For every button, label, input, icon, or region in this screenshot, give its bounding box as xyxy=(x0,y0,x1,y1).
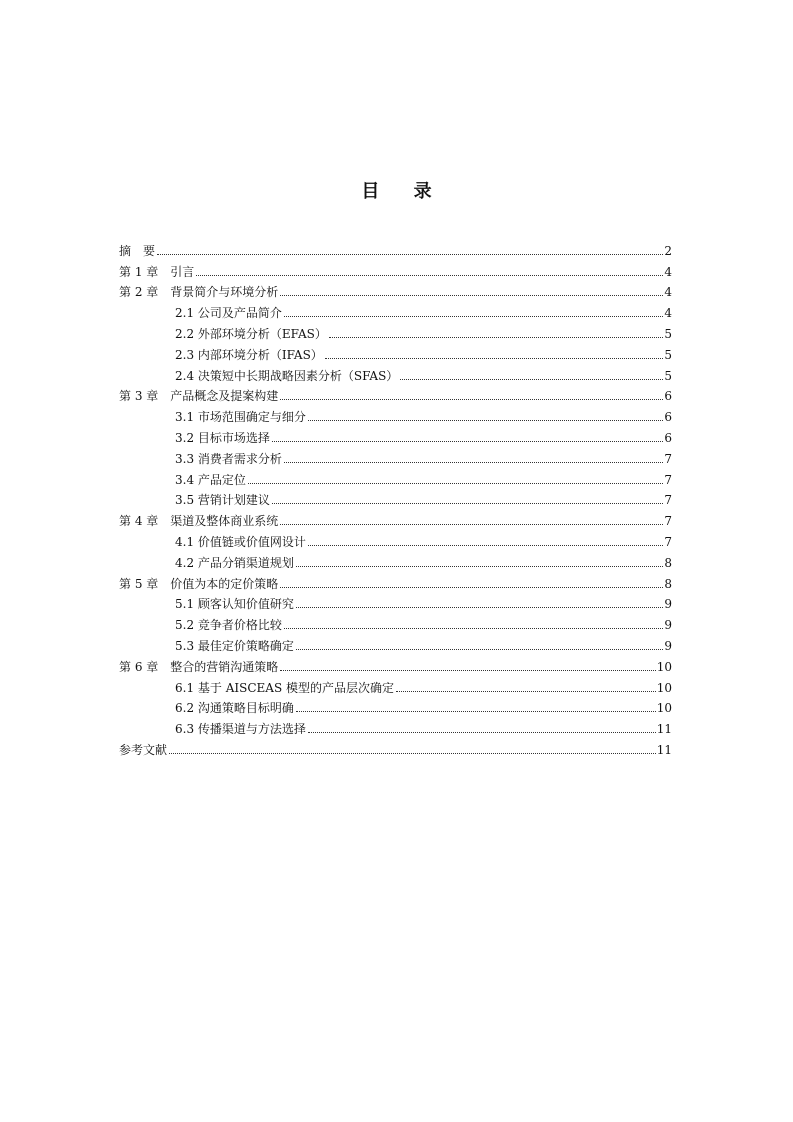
toc-section-entry[interactable] xyxy=(119,632,672,653)
toc-entry-label: 2.2 外部环境分析（EFAS） xyxy=(175,326,327,341)
toc-section-entry[interactable] xyxy=(119,611,672,632)
toc-entry-page: 7 xyxy=(664,514,672,529)
dot-leader xyxy=(196,275,663,276)
toc-entry-label: 3.1 市场范围确定与细分 xyxy=(175,410,306,425)
toc-entry-label: 3.3 消费者需求分析 xyxy=(175,451,282,466)
toc-entry-page: 10 xyxy=(656,659,672,674)
toc-title: 目 录 xyxy=(361,181,446,202)
toc-entry-label: 第 1 章 引言 xyxy=(119,264,195,279)
toc-entry-label: 6.1 基于 AISCEAS 模型的产品层次确定 xyxy=(175,680,394,695)
toc-section-entry[interactable] xyxy=(119,299,672,320)
toc-entry-page: 6 xyxy=(664,430,672,445)
toc-entry-label: 2.3 内部环境分析（IFAS） xyxy=(175,347,323,362)
table-of-contents xyxy=(119,237,672,757)
dot-leader xyxy=(280,524,663,525)
toc-entry-page: 7 xyxy=(664,451,672,466)
toc-section-entry[interactable] xyxy=(119,591,672,612)
toc-section-entry[interactable] xyxy=(119,487,672,508)
toc-entry-label: 3.5 营销计划建议 xyxy=(175,493,270,508)
toc-entry-page: 8 xyxy=(664,576,672,591)
dot-leader xyxy=(296,711,656,712)
dot-leader xyxy=(325,358,664,359)
toc-entry-page: 4 xyxy=(664,306,672,321)
dot-leader xyxy=(272,441,663,442)
toc-entry-label: 第 6 章 整合的营销沟通策略 xyxy=(119,659,279,674)
dot-leader xyxy=(308,732,656,733)
toc-entry-label: 3.4 产品定位 xyxy=(175,472,246,487)
toc-entry-page: 6 xyxy=(664,389,672,404)
toc-chapter-entry[interactable] xyxy=(119,736,672,757)
toc-entry-page: 9 xyxy=(664,618,672,633)
toc-chapter-entry[interactable] xyxy=(119,507,672,528)
toc-entry-page: 5 xyxy=(664,347,672,362)
toc-chapter-entry[interactable] xyxy=(119,258,672,279)
toc-entry-label: 摘 要 xyxy=(119,243,156,258)
toc-entry-page: 4 xyxy=(664,264,672,279)
toc-entry-label: 5.1 顾客认知价值研究 xyxy=(175,597,294,612)
dot-leader xyxy=(280,295,663,296)
dot-leader xyxy=(280,670,655,671)
toc-section-entry[interactable] xyxy=(119,341,672,362)
toc-entry-label: 第 4 章 渠道及整体商业系统 xyxy=(119,514,279,529)
toc-entry-page: 9 xyxy=(664,638,672,653)
toc-entry-label: 2.4 决策短中长期战略因素分析（SFAS） xyxy=(175,368,399,383)
dot-leader xyxy=(308,420,663,421)
dot-leader xyxy=(157,254,663,255)
toc-entry-page: 7 xyxy=(664,493,672,508)
toc-entry-page: 7 xyxy=(664,472,672,487)
toc-entry-page: 11 xyxy=(656,742,672,757)
toc-entry-page: 5 xyxy=(664,326,672,341)
toc-section-entry[interactable] xyxy=(119,549,672,570)
toc-entry-page: 11 xyxy=(656,722,672,737)
dot-leader xyxy=(284,462,663,463)
dot-leader xyxy=(280,587,663,588)
toc-entry-page: 7 xyxy=(664,534,672,549)
dot-leader xyxy=(284,316,663,317)
toc-section-entry[interactable] xyxy=(119,362,672,383)
toc-section-entry[interactable] xyxy=(119,674,672,695)
toc-section-entry[interactable] xyxy=(119,320,672,341)
toc-entry-label: 2.1 公司及产品简介 xyxy=(175,306,282,321)
toc-chapter-entry[interactable] xyxy=(119,653,672,674)
toc-entry-label: 第 2 章 背景简介与环境分析 xyxy=(119,285,279,300)
dot-leader xyxy=(280,399,663,400)
toc-entry-page: 4 xyxy=(664,285,672,300)
dot-leader xyxy=(296,566,663,567)
toc-entry-label: 4.2 产品分销渠道规划 xyxy=(175,555,294,570)
dot-leader xyxy=(169,753,656,754)
toc-section-entry[interactable] xyxy=(119,466,672,487)
toc-chapter-entry[interactable] xyxy=(119,383,672,404)
dot-leader xyxy=(296,607,663,608)
toc-entry-label: 5.2 竞争者价格比较 xyxy=(175,618,282,633)
toc-entry-label: 第 3 章 产品概念及提案构建 xyxy=(119,389,279,404)
toc-chapter-entry[interactable] xyxy=(119,279,672,300)
toc-section-entry[interactable] xyxy=(119,528,672,549)
toc-section-entry[interactable] xyxy=(119,424,672,445)
dot-leader xyxy=(308,545,663,546)
toc-entry-label: 5.3 最佳定价策略确定 xyxy=(175,638,294,653)
toc-entry-label: 6.3 传播渠道与方法选择 xyxy=(175,722,306,737)
toc-chapter-entry[interactable] xyxy=(119,237,672,258)
toc-chapter-entry[interactable] xyxy=(119,570,672,591)
dot-leader xyxy=(329,337,664,338)
toc-entry-label: 3.2 目标市场选择 xyxy=(175,430,270,445)
toc-section-entry[interactable] xyxy=(119,695,672,716)
toc-entry-label: 4.1 价值链或价值网设计 xyxy=(175,534,306,549)
toc-section-entry[interactable] xyxy=(119,403,672,424)
dot-leader xyxy=(248,483,663,484)
dot-leader xyxy=(284,628,663,629)
toc-entry-page: 2 xyxy=(664,243,672,258)
toc-entry-page: 10 xyxy=(656,680,672,695)
toc-entry-page: 6 xyxy=(664,410,672,425)
dot-leader xyxy=(272,503,663,504)
toc-entry-label: 参考文献 xyxy=(119,742,168,757)
toc-entry-page: 9 xyxy=(664,597,672,612)
toc-entry-page: 10 xyxy=(656,701,672,716)
toc-section-entry[interactable] xyxy=(119,715,672,736)
toc-entry-label: 第 5 章 价值为本的定价策略 xyxy=(119,576,279,591)
dot-leader xyxy=(296,649,663,650)
dot-leader xyxy=(400,379,663,380)
toc-entry-label: 6.2 沟通策略目标明确 xyxy=(175,701,294,716)
toc-section-entry[interactable] xyxy=(119,445,672,466)
toc-entry-page: 8 xyxy=(664,555,672,570)
toc-entry-page: 5 xyxy=(664,368,672,383)
dot-leader xyxy=(396,691,656,692)
